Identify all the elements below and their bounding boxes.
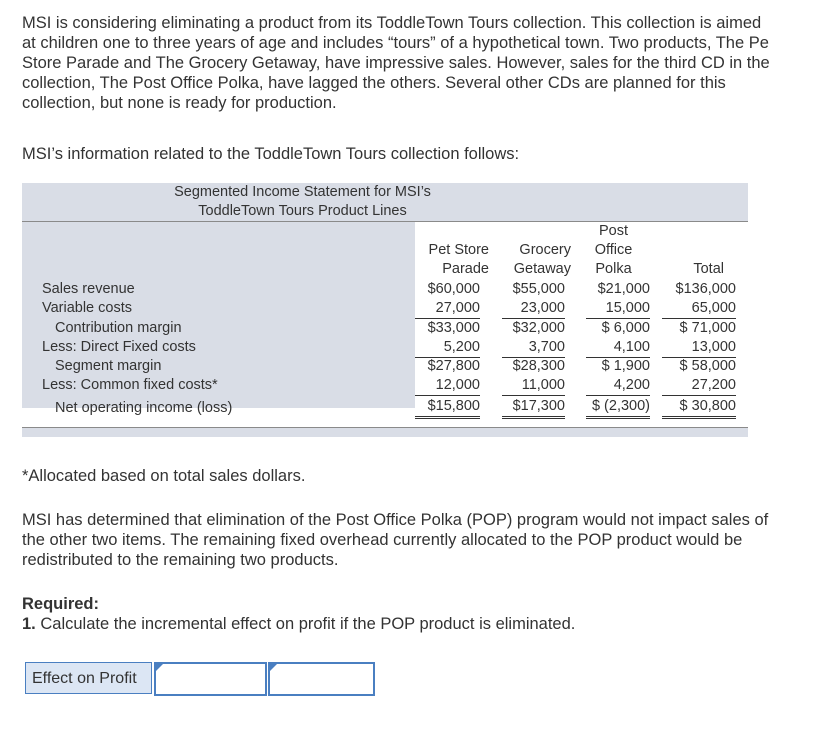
- cell-value: $17,300: [502, 397, 565, 419]
- cell-value: 4,200: [586, 376, 650, 396]
- elimination-line: MSI has determined that elimination of the Post Office Polka (POP) program would not impact sales of: [22, 511, 769, 529]
- intro-line: collection, The Post Office Polka, have lagged the others. Several other CDs are planned for this: [22, 74, 726, 92]
- cell-value: 5,200: [415, 338, 480, 358]
- cell-value: $ (2,300): [586, 397, 650, 419]
- required-number: 1.: [22, 615, 36, 633]
- cell-value: $27,800: [427, 358, 480, 374]
- cell-value: $55,000: [512, 281, 565, 297]
- cell-value: 11,000: [502, 376, 565, 396]
- column-header-line: Total: [693, 261, 724, 277]
- column-header-line: Parade: [442, 261, 489, 277]
- cell-value: 4,100: [586, 338, 650, 358]
- column-header-line: Grocery: [519, 242, 571, 258]
- column-header-line: Office: [594, 242, 633, 258]
- input-marker-icon: [156, 664, 163, 671]
- cell-value: $15,800: [415, 397, 480, 419]
- statement-title-line: ToddleTown Tours Product Lines: [198, 203, 407, 219]
- cell-value: $33,000: [427, 320, 480, 336]
- required-text: Calculate the incremental effect on profit if the POP product is eliminated.: [40, 615, 576, 633]
- intro-line: MSI is considering eliminating a product from its ToddleTown Tours collection. This collection is aimed: [22, 14, 762, 32]
- effect-on-profit-label: Effect on Profit: [25, 662, 152, 694]
- cell-value: 13,000: [662, 338, 736, 358]
- cell-value: 65,000: [662, 299, 736, 319]
- column-header-total: [662, 260, 724, 279]
- column-header-post-office: [588, 222, 639, 279]
- column-header-line: Getaway: [513, 261, 571, 277]
- cell-value: 27,200: [662, 376, 736, 396]
- statement-bottom-band: [22, 427, 748, 437]
- cell-value: $ 71,000: [679, 320, 736, 336]
- required-heading: Required:: [22, 595, 100, 613]
- cell-value: $21,000: [597, 281, 650, 297]
- row-label: Sales revenue: [42, 281, 135, 297]
- cell-value: $60,000: [427, 281, 480, 297]
- row-label: Contribution margin: [55, 320, 182, 336]
- column-header-pet-store: [415, 241, 489, 279]
- intro-line: Store Parade and The Grocery Getaway, have impressive sales. However, sales for the third CD in the: [22, 54, 770, 72]
- cell-value: 3,700: [502, 338, 565, 358]
- cell-value: 23,000: [502, 299, 565, 319]
- row-label: Segment margin: [55, 358, 162, 374]
- column-header-grocery: [497, 241, 571, 279]
- row-label: Net operating income (loss): [55, 400, 233, 416]
- statement-title: [22, 183, 748, 222]
- cell-value: $ 58,000: [679, 358, 736, 374]
- effect-on-profit-input-1[interactable]: [154, 662, 267, 696]
- cell-value: 27,000: [415, 299, 480, 319]
- info-line: MSI’s information related to the ToddleTown Tours collection follows:: [22, 145, 520, 163]
- row-label: Less: Common fixed costs*: [42, 377, 218, 393]
- cell-value: $28,300: [512, 358, 565, 374]
- cell-value: 12,000: [415, 376, 480, 396]
- row-label: Variable costs: [42, 300, 132, 316]
- cell-value: $ 30,800: [662, 397, 736, 419]
- intro-paragraph: [22, 13, 770, 113]
- column-header-line: Post: [598, 223, 628, 239]
- elimination-line: redistributed to the remaining two products.: [22, 551, 339, 569]
- footnote: *Allocated based on total sales dollars.: [22, 467, 306, 485]
- intro-line: collection, but none is ready for production.: [22, 94, 337, 112]
- segmented-income-statement: [22, 183, 748, 436]
- elimination-paragraph: [22, 510, 768, 570]
- cell-value: $ 6,000: [601, 320, 650, 336]
- cell-value: $ 1,900: [601, 358, 650, 374]
- intro-line: at children one to three years of age and includes “tours” of a hypothetical town. Two products, The Pe: [22, 34, 769, 52]
- cell-value: 15,000: [586, 299, 650, 319]
- column-header-line: Polka: [595, 261, 632, 277]
- row-label: Less: Direct Fixed costs: [42, 339, 196, 355]
- input-marker-icon: [270, 664, 277, 671]
- cell-value: $136,000: [675, 281, 736, 297]
- cell-value: $32,000: [512, 320, 565, 336]
- statement-title-line: Segmented Income Statement for MSI’s: [174, 184, 431, 200]
- required-block: [22, 594, 575, 634]
- effect-on-profit-input-2[interactable]: [268, 662, 375, 696]
- required-item: [22, 614, 575, 634]
- elimination-line: the other two items. The remaining fixed overhead currently allocated to the POP product would be: [22, 531, 743, 549]
- column-header-line: Pet Store: [428, 242, 489, 258]
